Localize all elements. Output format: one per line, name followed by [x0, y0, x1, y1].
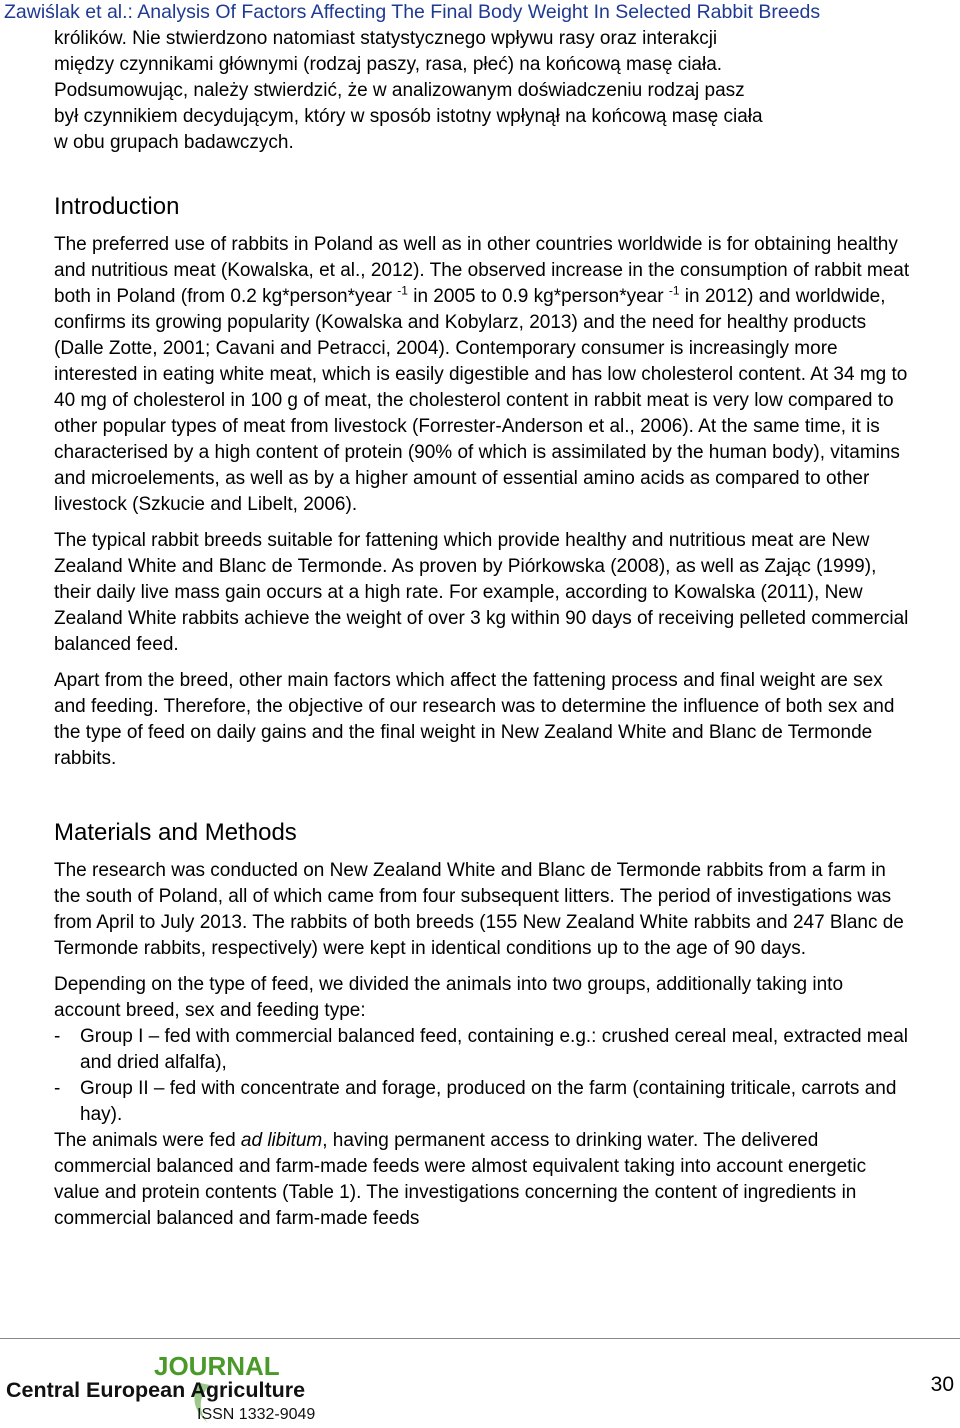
methods-p3-text: The animals were fed	[54, 1130, 241, 1151]
italic-term: ad libitum	[240, 1130, 323, 1151]
abstract-line: w obu grupach badawczych.	[54, 132, 294, 153]
superscript: -1	[668, 283, 680, 298]
feed-groups-list	[54, 1024, 910, 1128]
abstract-line: między czynnikami głównymi (rodzaj paszy, rasa, płeć) na końcową masę ciała.	[54, 54, 723, 75]
intro-p1-text: in 2005 to 0.9 kg*person*year	[413, 286, 664, 307]
abstract-line: królików. Nie stwierdzono natomiast statystycznego wpływu rasy oraz interakcji	[54, 28, 718, 49]
introduction-heading: Introduction	[54, 193, 180, 220]
logo-issn: ISSN 1332-9049	[197, 1406, 316, 1423]
methods-heading: Materials and Methods	[54, 819, 297, 846]
abstract-line: Podsumowując, należy stwierdzić, że w analizowanym doświadczeniu rodzaj pasz	[54, 80, 745, 101]
introduction-paragraph-3: Apart from the breed, other main factors which affect the fattening process and final weight are sex and feeding. Therefore, the objective of our research was to determine the influence of both sex and the type of feed on daily gains and the final weight in New Zealand White and Blanc de Termonde rabbits.	[54, 670, 895, 769]
list-item-text: Group I – fed with commercial balanced feed, containing e.g.: crushed cereal meal, extracted meal and dried alfalfa),	[80, 1026, 908, 1073]
methods-paragraph-3	[54, 1128, 910, 1232]
journal-logo	[4, 1353, 344, 1425]
superscript: -1	[397, 283, 408, 298]
logo-journal-name: Central European Agriculture	[6, 1378, 306, 1402]
abstract-polish	[54, 26, 910, 156]
list-item	[54, 1024, 910, 1076]
list-dash: -	[54, 1078, 61, 1099]
methods-paragraph-1: The research was conducted on New Zealand White and Blanc de Termonde rabbits from a farm in the south of Poland, all of which came from four subsequent litters. The period of investigations was from April to July 2013. The rabbits of both breeds (155 New Zealand White rabbits and 247 Blanc de Termonde rabbits, respectively) were kept in identical conditions up to the age of 90 days.	[54, 860, 904, 959]
page-number: 30	[930, 1373, 954, 1396]
page-body	[54, 26, 910, 1232]
intro-p1-text: The preferred use of rabbits in Poland as well as in other countries worldwide is for obtaining healthy and nutritious meat (Kowalska, et al., 2012). The observed increase in the consumption of rabbit meat both in Poland (from 0.2 kg*person*year	[54, 234, 910, 307]
logo-journal-word: JOURNAL	[154, 1353, 280, 1381]
abstract-line: był czynnikiem decydującym, który w sposób istotny wpłynął na końcową masę ciała	[54, 106, 763, 127]
methods-p3-text: , having permanent access to drinking water. The delivered commercial balanced and farm-made feeds were almost equivalent taking into account energetic value and protein contents (Table 1). The investigations concerning the content of ingredients in commercial balanced and farm-made feeds	[54, 1130, 867, 1229]
running-header: Zawiślak et al.: Analysis Of Factors Affecting The Final Body Weight In Selected Rabbit Breeds	[4, 1, 821, 23]
footer-divider	[0, 1338, 960, 1339]
list-item-text: Group II – fed with concentrate and forage, produced on the farm (containing triticale, carrots and hay).	[80, 1078, 897, 1125]
introduction-paragraph-2: The typical rabbit breeds suitable for fattening which provide healthy and nutritious meat are New Zealand White and Blanc de Termonde. As proven by Piórkowska (2008), as well as Zając (1999), their daily live mass gain occurs at a high rate. For example, according to Kowalska (2011), New Zealand White rabbits achieve the weight of over 3 kg within 90 days of receiving pelleted commercial balanced feed.	[54, 530, 909, 655]
list-item	[54, 1076, 910, 1128]
intro-p1-text: in 2012) and worldwide, confirms its growing popularity (Kowalska and Kobylarz, 2013) and the need for healthy products (Dalle Zotte, 2001; Cavani and Petracci, 2004). Contemporary consumer is increasingly more interested in eating white meat, which is easily digestible and has low cholesterol content. At 34 mg to 40 mg of cholesterol in 100 g of meat, the cholesterol content in rabbit meat is very low compared to other popular types of meat from livestock (Forrester-Anderson et al., 2006). At the same time, it is characterised by a high content of protein (90% of which is assimilated by the human body), vitamins and microelements, as well as by a higher amount of essential amino acids as compared to other livestock (Szkucie and Libelt, 2006).	[54, 286, 908, 515]
list-dash: -	[54, 1026, 61, 1047]
methods-paragraph-2: Depending on the type of feed, we divided the animals into two groups, additionally taking into account breed, sex and feeding type:	[54, 974, 844, 1021]
introduction-paragraph-1	[54, 232, 910, 518]
